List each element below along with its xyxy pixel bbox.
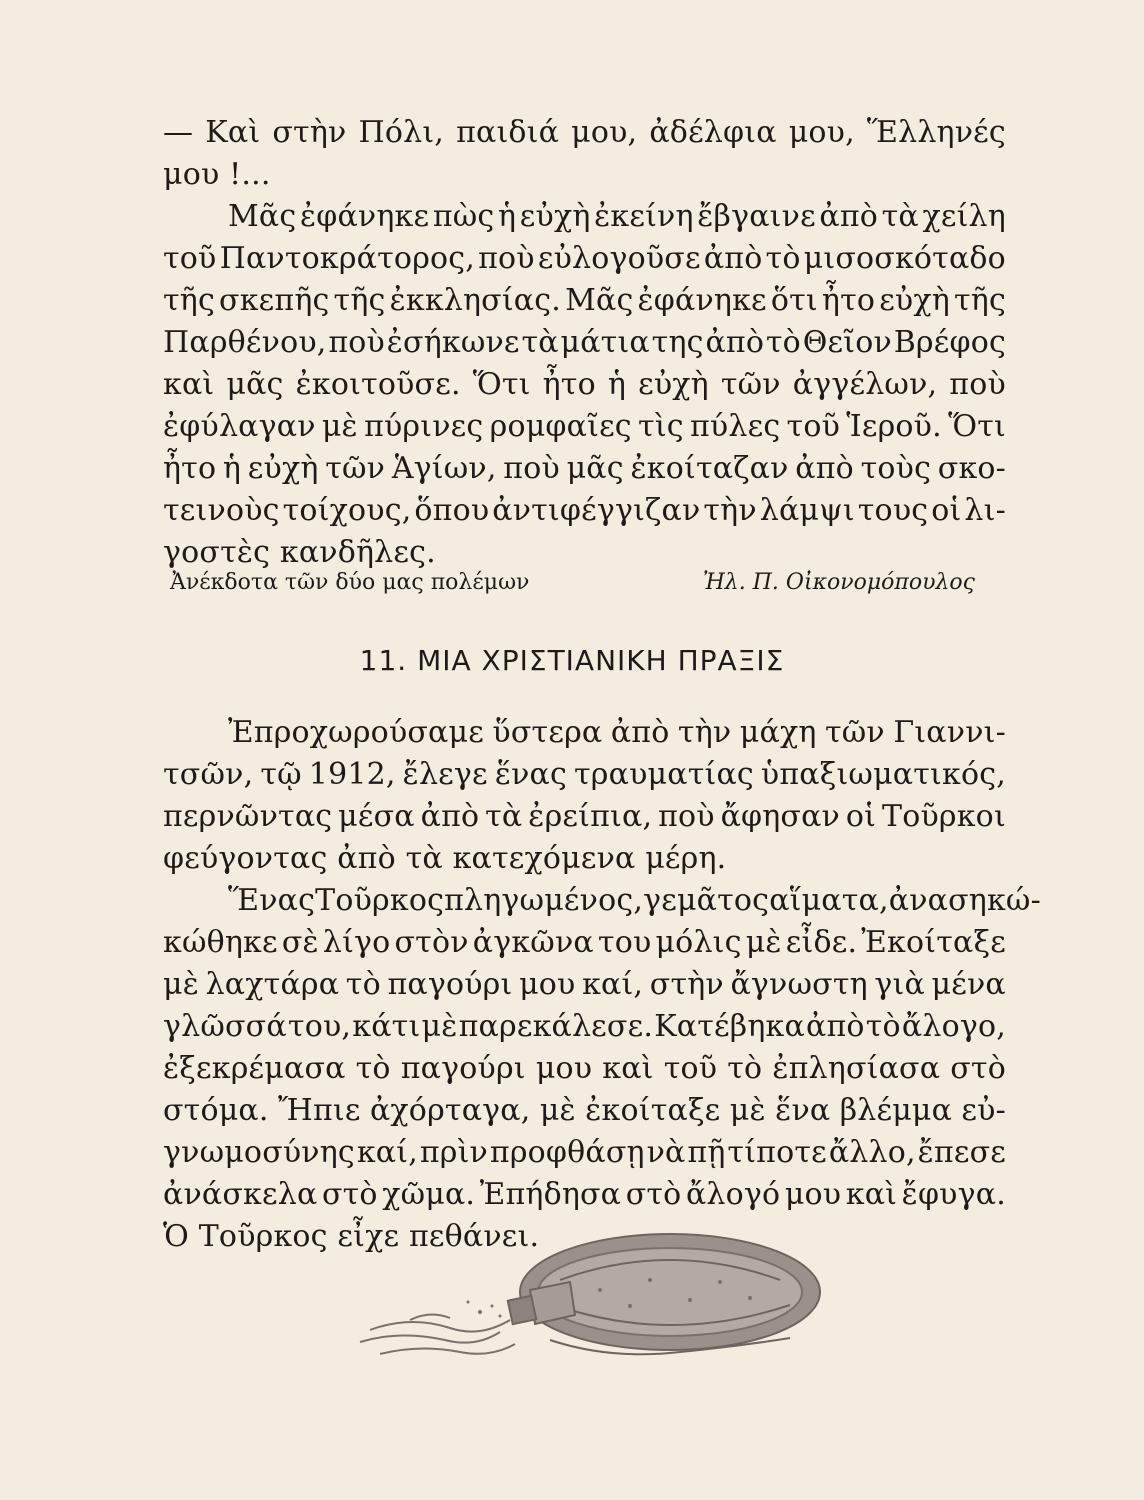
text-line: καὶ μᾶς ἐκοιτοῦσε. Ὅτι ἦτο ἡ εὐχὴ τῶν ἀγγέλων, ποὺ	[163, 367, 1006, 402]
text-line: περνῶντας μέσα ἀπὸ τὰ ἐρείπια, ποὺ ἄφησαν οἱ Τοῦρκοι	[163, 799, 1006, 834]
text-line: τῆς σκεπῆς τῆς ἐκκλησίας. Μᾶς ἐφάνηκε ὅτι ἦτο εὐχὴ τῆς	[163, 283, 1006, 318]
text-line: γοστὲς κανδῆλες.	[163, 535, 436, 570]
text-line: γλῶσσά του, κάτι μὲ παρεκάλεσε. Κατέβηκα ἀπὸ τὸ ἄλογο,	[163, 1009, 1006, 1044]
chapter-title: 11. ΜΙΑ ΧΡΙΣΤΙΑΝΙΚΗ ΠΡΑΞΙΣ	[359, 644, 785, 677]
text-line: ἐξεκρέμασα τὸ παγούρι μου καὶ τοῦ τὸ ἐπλησίασα στὸ	[163, 1051, 1006, 1086]
text-line: Ἐπροχωρούσαμε ὕστερα ἀπὸ τὴν μάχη τῶν Γιαννι-	[228, 715, 1006, 750]
text-line: γνωμοσύνης καί, πρὶν προφθάσῃ νὰ πῇ τίποτε ἄλλο, ἔπεσε	[163, 1135, 1006, 1170]
canteen-illustration	[350, 1220, 870, 1370]
text-line: Ὁ Τοῦρκος εἶχε πεθάνει.	[163, 1219, 540, 1254]
story-paragraph	[163, 712, 1041, 1258]
text-line: μὲ λαχτάρα τὸ παγούρι μου καί, στὴν ἄγνωστη γιὰ μένα	[163, 967, 1006, 1002]
text-line: τεινοὺς τοίχους, ὅπου ἀντιφέγγιζαν τὴν λάμψι τους οἱ λι-	[163, 493, 1006, 528]
text-line: κώθηκε σὲ λίγο στὸν ἀγκῶνα του μόλις μὲ εἶδε. Ἐκοίταξε	[163, 925, 1006, 960]
text-line: τσῶν, τῷ 1912, ἔλεγε ἕνας τραυματίας ὑπαξιωματικός,	[163, 757, 1006, 792]
text-line: Μᾶς ἐφάνηκε πὼς ἡ εὐχὴ ἐκείνη ἔβγαινε ἀπὸ τὰ χείλη	[228, 199, 1006, 234]
quote-paragraph	[163, 112, 1006, 574]
text-line: Ἕνας Τοῦρκος πληγωμένος, γεμᾶτος αἵματα, ἀνασηκώ-	[228, 883, 1041, 918]
text-line: τοῦ Παντοκράτορος, ποὺ εὐλογοῦσε ἀπὸ τὸ μισοσκόταδο	[163, 241, 1006, 276]
source-citation	[170, 568, 975, 598]
text-line: Παρθένου, ποὺ ἐσήκωνε τὰ μάτια της ἀπὸ τὸ Θεῖον Βρέφος	[163, 325, 1006, 360]
text-line: μου !...	[163, 157, 271, 192]
text-line: φεύγοντας ἀπὸ τὰ κατεχόμενα μέρη.	[163, 841, 727, 876]
text-line: ἐφύλαγαν μὲ πύρινες ρομφαῖες τὶς πύλες τοῦ Ἱεροῦ. Ὅτι	[163, 409, 1006, 444]
text-line: ἀνάσκελα στὸ χῶμα. Ἐπήδησα στὸ ἄλογό μου καὶ ἔφυγα.	[163, 1177, 1006, 1212]
text-line: στόμα. Ἤπιε ἀχόρταγα, μὲ ἐκοίταξε μὲ ἕνα βλέμμα εὐ-	[163, 1093, 1006, 1128]
text-line: — Καὶ στὴν Πόλι, παιδιά μου, ἀδέλφια μου, Ἕλληνές	[163, 115, 1006, 150]
source-work: Ἀνέκδοτα τῶν δύο μας πολέμων	[170, 570, 530, 595]
text-line: ἦτο ἡ εὐχὴ τῶν Ἁγίων, ποὺ μᾶς ἐκοίταζαν ἀπὸ τοὺς σκο-	[163, 451, 1006, 486]
source-author: Ἠλ. Π. Οἰκονομόπουλος	[702, 570, 975, 595]
